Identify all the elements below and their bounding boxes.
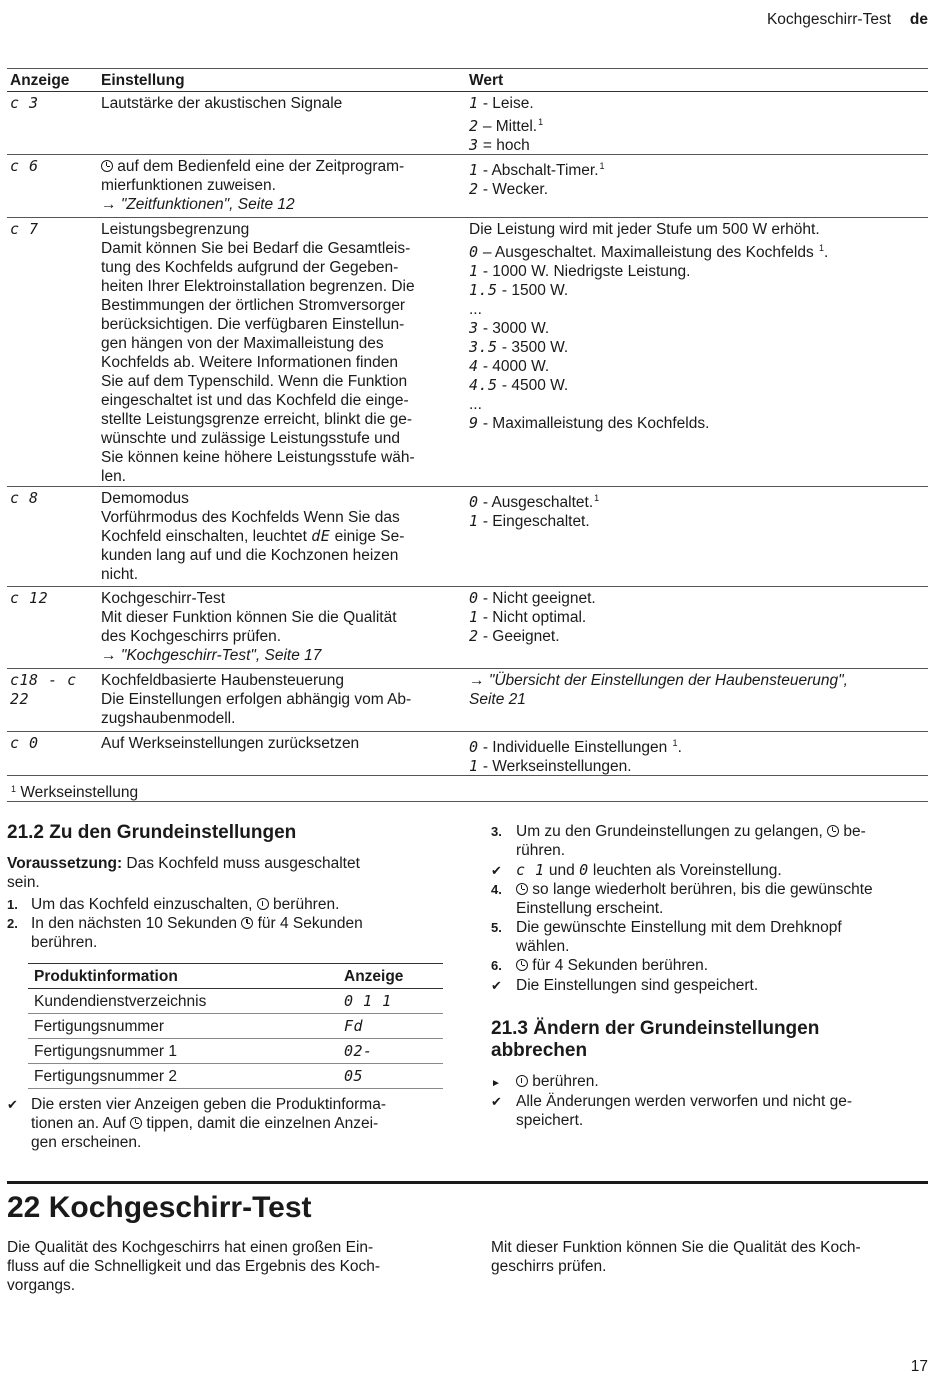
step-text: In den nächsten 10 Sekunden (31, 915, 242, 932)
cross-reference-link[interactable]: Seite 21 (469, 691, 526, 708)
display-code: c18 - c 22 (10, 671, 77, 708)
prerequisite-label: Voraussetzung: (7, 855, 123, 872)
table-row (7, 668, 928, 731)
display-code: c 1 (516, 861, 545, 879)
setting-text: nicht. (101, 566, 139, 583)
value-text: ... (469, 396, 482, 413)
setting-text: gen hängen von der Maximalleistung des (101, 335, 384, 352)
setting-text: heiten Ihrer Elektroinstallation begrenzen. Die (101, 278, 415, 295)
table-row (7, 154, 928, 217)
table-row: c 0 Auf Werkseinstellungen zurücksetzen 0 - Individuelle Einstellungen $^1$. 1 - Werkseinstellungen. (7, 731, 928, 775)
setting-text: zugshaubenmodell. (101, 710, 236, 727)
value-text: = hoch (478, 137, 530, 154)
action-cancel (491, 1072, 931, 1091)
step-5 (491, 918, 931, 956)
table-row (7, 91, 928, 154)
display-code: c 6 (10, 157, 39, 175)
table-row (28, 1039, 443, 1064)
value-text: – Mittel. (478, 118, 538, 135)
result-text: tippen, damit die einzelnen Anzei- (142, 1115, 379, 1132)
setting-text: stellte Leistungsgrenze erreicht, blinkt die ge- (101, 411, 413, 428)
result-text: und (544, 862, 580, 879)
display-code: 05 (344, 1067, 364, 1085)
value-text: - 4500 W. (497, 377, 569, 394)
value-text: - Eingeschaltet. (478, 513, 590, 530)
setting-text: Damit können Sie bei Bedarf die Gesamtleis- (101, 240, 411, 257)
setting-text: Kochgeschirr-Test (101, 590, 226, 607)
result-text: tionen an. Auf (31, 1115, 131, 1132)
setting-text: Mit dieser Funktion können Sie die Qualität (101, 609, 397, 626)
header-wert: Wert (469, 72, 504, 89)
setting-text: auf dem Bedienfeld eine der Zeitprogram- (113, 158, 405, 175)
setting-text: Demomodus (101, 490, 189, 507)
result-discarded (491, 1092, 931, 1130)
value-text: ... (469, 301, 482, 318)
value-text: – Ausgeschaltet. Maximalleistung des Kochfelds (478, 244, 818, 261)
setting-text: Bestimmungen der örtlichen Stromversorger (101, 297, 406, 314)
setting-text: tung des Kochfelds aufgrund der Gegeben- (101, 259, 399, 276)
setting-text: Kochfeldbasierte Haubensteuerung (101, 672, 345, 689)
value-code: 0 (469, 589, 479, 607)
setting-text: mierfunktionen zuweisen. (101, 177, 276, 194)
running-header-title: Kochgeschirr-Test (766, 11, 891, 28)
value-code: 1 (469, 608, 479, 626)
step-text: rühren. (516, 842, 566, 859)
step-text: berühren. (31, 934, 98, 951)
value-text: - Werkseinstellungen. (478, 758, 632, 775)
value-text: - Maximalleistung des Kochfelds. (478, 415, 710, 432)
paragraph-line: Die Qualität des Kochgeschirrs hat einen großen Ein- (7, 1239, 374, 1256)
value-code: 3 (469, 319, 479, 337)
header-produktinformation: Produktinformation (34, 968, 178, 985)
step-number: 5. (491, 920, 502, 935)
display-code-inline: dE (311, 527, 331, 545)
display-code: c 8 (10, 489, 39, 507)
result-text: Die Einstellungen sind gespeichert. (516, 977, 759, 994)
setting-text: Lautstärke der akustischen Signale (101, 95, 343, 112)
value-code: 1.5 (469, 281, 498, 299)
setting-text: des Kochgeschirrs prüfen. (101, 628, 282, 645)
setting-text: Vorführmodus des Kochfelds Wenn Sie das (101, 509, 400, 526)
display-code: c 0 (10, 734, 39, 752)
value-code: 0 (469, 493, 479, 511)
product-info-label: Kundendienstverzeichnis (34, 993, 207, 1010)
cross-reference-link[interactable]: "Übersicht der Einstellungen der Haubensteuerung", (488, 672, 848, 689)
footnote-ref: 1 (538, 117, 544, 127)
power-icon (257, 898, 269, 910)
step-text: Um das Kochfeld einzuschalten, (31, 896, 257, 913)
value-code: 9 (469, 414, 479, 432)
value-code: 3 (469, 136, 479, 154)
result-text: gen erscheinen. (31, 1134, 142, 1151)
product-info-label: Fertigungsnummer 1 (34, 1043, 178, 1060)
value-code: 3.5 (469, 338, 498, 356)
paragraph-line: Mit dieser Funktion können Sie die Qualität des Koch- (491, 1239, 861, 1256)
heading-line: abbrechen (491, 1040, 588, 1061)
check-icon: ✔ (491, 1094, 502, 1109)
chapter-intro-right (491, 1238, 931, 1276)
result-text: speichert. (516, 1112, 584, 1129)
right-arrow-icon: → (101, 647, 121, 664)
value-text: - 4000 W. (478, 358, 550, 375)
value-code: 2 (469, 117, 479, 135)
footnote-text: Werkseinstellung (20, 784, 139, 801)
setting-text: Leistungsbegrenzung (101, 221, 250, 238)
result-text: Die ersten vier Anzeigen geben die Produktinforma- (31, 1096, 386, 1113)
footnote-ref: 1 (819, 243, 825, 253)
value-code: 0 (469, 738, 479, 756)
setting-text: eingeschaltet ist und das Kochfeld die einge- (101, 392, 409, 409)
value-text: - Individuelle Einstellungen (478, 739, 672, 756)
setting-text: Die Einstellungen erfolgen abhängig vom Ab- (101, 691, 412, 708)
check-icon: ✔ (491, 863, 502, 878)
header-anzeige: Anzeige (344, 968, 404, 985)
footnote-ref: 1 (599, 161, 605, 171)
chapter-divider (7, 1181, 928, 1184)
cross-reference-link[interactable]: "Kochgeschirr-Test", Seite 17 (120, 647, 322, 664)
value-code: 1 (469, 262, 479, 280)
table-header (7, 68, 928, 91)
paragraph-line: geschirrs prüfen. (491, 1258, 607, 1275)
paragraph-line: vorgangs. (7, 1277, 76, 1294)
display-code: c 7 (10, 220, 39, 238)
display-code: c 12 (10, 589, 49, 607)
step-text: für 4 Sekunden (253, 915, 363, 932)
value-code: 1 (469, 757, 479, 775)
result-saved (491, 976, 931, 995)
clock-icon (130, 1117, 142, 1129)
clock-icon (241, 917, 253, 929)
page-number: 17 (910, 1358, 928, 1375)
step-3 (491, 822, 931, 860)
clock-icon (101, 160, 113, 172)
step-6 (491, 956, 931, 975)
value-text: - 3500 W. (497, 339, 569, 356)
setting-text: einige Se- (330, 528, 405, 545)
power-icon (516, 1075, 528, 1087)
display-code: 02- (344, 1042, 373, 1060)
prerequisite-text: Das Kochfeld muss ausgeschaltet (122, 855, 360, 872)
action-text: berühren. (528, 1073, 599, 1090)
value-code: 1 (469, 512, 479, 530)
prerequisite (7, 854, 427, 892)
step-text: be- (839, 823, 866, 840)
section-heading-21-3 (491, 1018, 819, 1062)
table-row (7, 586, 928, 668)
table-row (28, 989, 443, 1014)
clock-icon (516, 883, 528, 895)
step-text: so lange wiederholt berühren, bis die gewünschte (528, 881, 873, 898)
display-code: 0 1 1 (344, 992, 392, 1010)
step-4 (491, 880, 931, 918)
table-header (28, 963, 443, 989)
result-default (491, 861, 931, 880)
setting-text: wünschte und zulässige Leistungsstufe und (101, 430, 401, 447)
value-code: 4 (469, 357, 479, 375)
value-text: - Abschalt-Timer. (478, 162, 599, 179)
step-2 (7, 914, 437, 952)
value-text: - Ausgeschaltet. (478, 494, 594, 511)
result-product-info (7, 1095, 447, 1153)
value-code: 4.5 (469, 376, 498, 394)
right-arrow-icon: → (469, 672, 489, 689)
value-code: 2 (469, 180, 479, 198)
right-arrow-icon: → (101, 196, 121, 213)
setting-text: berücksichtigen. Die verfügbaren Einstellun- (101, 316, 405, 333)
step-number: 2. (7, 916, 18, 931)
step-text: Um zu den Grundeinstellungen zu gelangen, (516, 823, 828, 840)
value-text: - Leise. (478, 95, 534, 112)
step-1 (7, 895, 437, 914)
product-info-label: Fertigungsnummer (34, 1018, 165, 1035)
settings-table (7, 68, 928, 802)
footnote-ref: 1 (672, 738, 678, 748)
table-row (28, 1014, 443, 1039)
step-text: für 4 Sekunden berühren. (528, 957, 709, 974)
table-footnote (7, 775, 928, 802)
value-text: - Nicht optimal. (478, 609, 587, 626)
display-code: Fd (344, 1017, 364, 1035)
display-code: c 3 (10, 94, 39, 112)
setting-text: Sie auf dem Typenschild. Wenn die Funktion (101, 373, 408, 390)
display-code: 0 (579, 861, 589, 879)
value-text: - 1000 W. Niedrigste Leistung. (478, 263, 691, 280)
value-text: - Wecker. (478, 181, 549, 198)
chapter-heading-22: 22 Kochgeschirr-Test (7, 1191, 312, 1224)
prerequisite-text: sein. (7, 874, 40, 891)
result-text: leuchten als Voreinstellung. (588, 862, 782, 879)
value-text: Die Leistung wird mit jeder Stufe um 500 W erhöht. (469, 221, 820, 238)
value-code: 1 (469, 94, 479, 112)
triangle-bullet-icon: ► (491, 1078, 501, 1089)
step-text: Die gewünschte Einstellung mit dem Drehknopf (516, 919, 842, 936)
setting-text: Auf Werkseinstellungen zurücksetzen (101, 735, 360, 752)
value-code: 2 (469, 627, 479, 645)
check-icon: ✔ (7, 1097, 18, 1112)
step-number: 3. (491, 824, 502, 839)
setting-text: Kochfeld einschalten, leuchtet (101, 528, 312, 545)
footnote-ref: 1 (594, 493, 600, 503)
table-row (28, 1064, 443, 1089)
value-text: - 1500 W. (497, 282, 569, 299)
setting-text: Kochfelds ab. Weitere Informationen finden (101, 354, 398, 371)
table-row: c 7 Leistungsbegrenzung Damit können Sie bei Bedarf die Gesamtleis- tung des Kochfelds aufgrund der Gegeben- heiten Ihrer Elektroinstallation begrenzen. Die Bestimmungen der örtlichen Stromversorger berücksichtigen. Die verfügbaren Einstellun- gen hängen von der Maximalleistung des Kochfelds ab. Weitere Informationen finden Sie auf dem Typenschild. Wenn die Funktion eingeschaltet ist und das Kochfeld die einge- stellte Leistungsgrenze erreicht, blinkt die ge- wünschte und zulässige Leistungsstufe und Sie können keine höhere Leistungsstufe wäh- len. Die Leistung wird mit jeder Stufe um 500 W erhöht. 0 – Ausgeschaltet. Maximalleistung des Kochfelds $^1$. 1 - 1000 W. Niedrigste Leistung. 1.5 - 1500 W. ... 3 - 3000 W. 3.5 - 3500 W. 4 - 4000 W. 4.5 - 4500 W. ... 9 - Maximalleistung des Kochfelds. (7, 217, 928, 486)
clock-icon (827, 825, 839, 837)
setting-text: Sie können keine höhere Leistungsstufe wäh- (101, 449, 415, 466)
step-number: 1. (7, 897, 18, 912)
value-text: - 3000 W. (478, 320, 550, 337)
heading-line: 21.3 Ändern der Grundeinstellungen (491, 1018, 820, 1039)
check-icon: ✔ (491, 978, 502, 993)
step-number: 4. (491, 882, 502, 897)
value-code: 1 (469, 161, 479, 179)
header-einstellung: Einstellung (101, 72, 185, 89)
step-text: Einstellung erscheint. (516, 900, 664, 917)
value-code: 0 (469, 243, 479, 261)
language-code: de (909, 11, 928, 28)
chapter-intro-left (7, 1238, 447, 1295)
setting-text: len. (101, 468, 126, 485)
step-text: wählen. (516, 938, 570, 955)
paragraph-line: fluss auf die Schnelligkeit und das Ergebnis des Koch- (7, 1258, 381, 1275)
clock-icon (516, 959, 528, 971)
product-info-label: Fertigungsnummer 2 (34, 1068, 178, 1085)
cross-reference-link[interactable]: "Zeitfunktionen", Seite 12 (120, 196, 295, 213)
section-heading-21-2: 21.2 Zu den Grundeinstellungen (7, 822, 297, 843)
header-anzeige: Anzeige (10, 72, 70, 89)
footnote-mark: 1 (11, 784, 17, 794)
step-text: berühren. (268, 896, 340, 913)
setting-text: kunden lang auf und die Kochzonen heizen (101, 547, 399, 564)
table-row (7, 486, 928, 586)
product-info-table (28, 963, 443, 1089)
result-text: Alle Änderungen werden verworfen und nicht ge- (516, 1093, 853, 1110)
value-text: - Geeignet. (478, 628, 560, 645)
value-text: - Nicht geeignet. (478, 590, 596, 607)
step-number: 6. (491, 958, 502, 973)
